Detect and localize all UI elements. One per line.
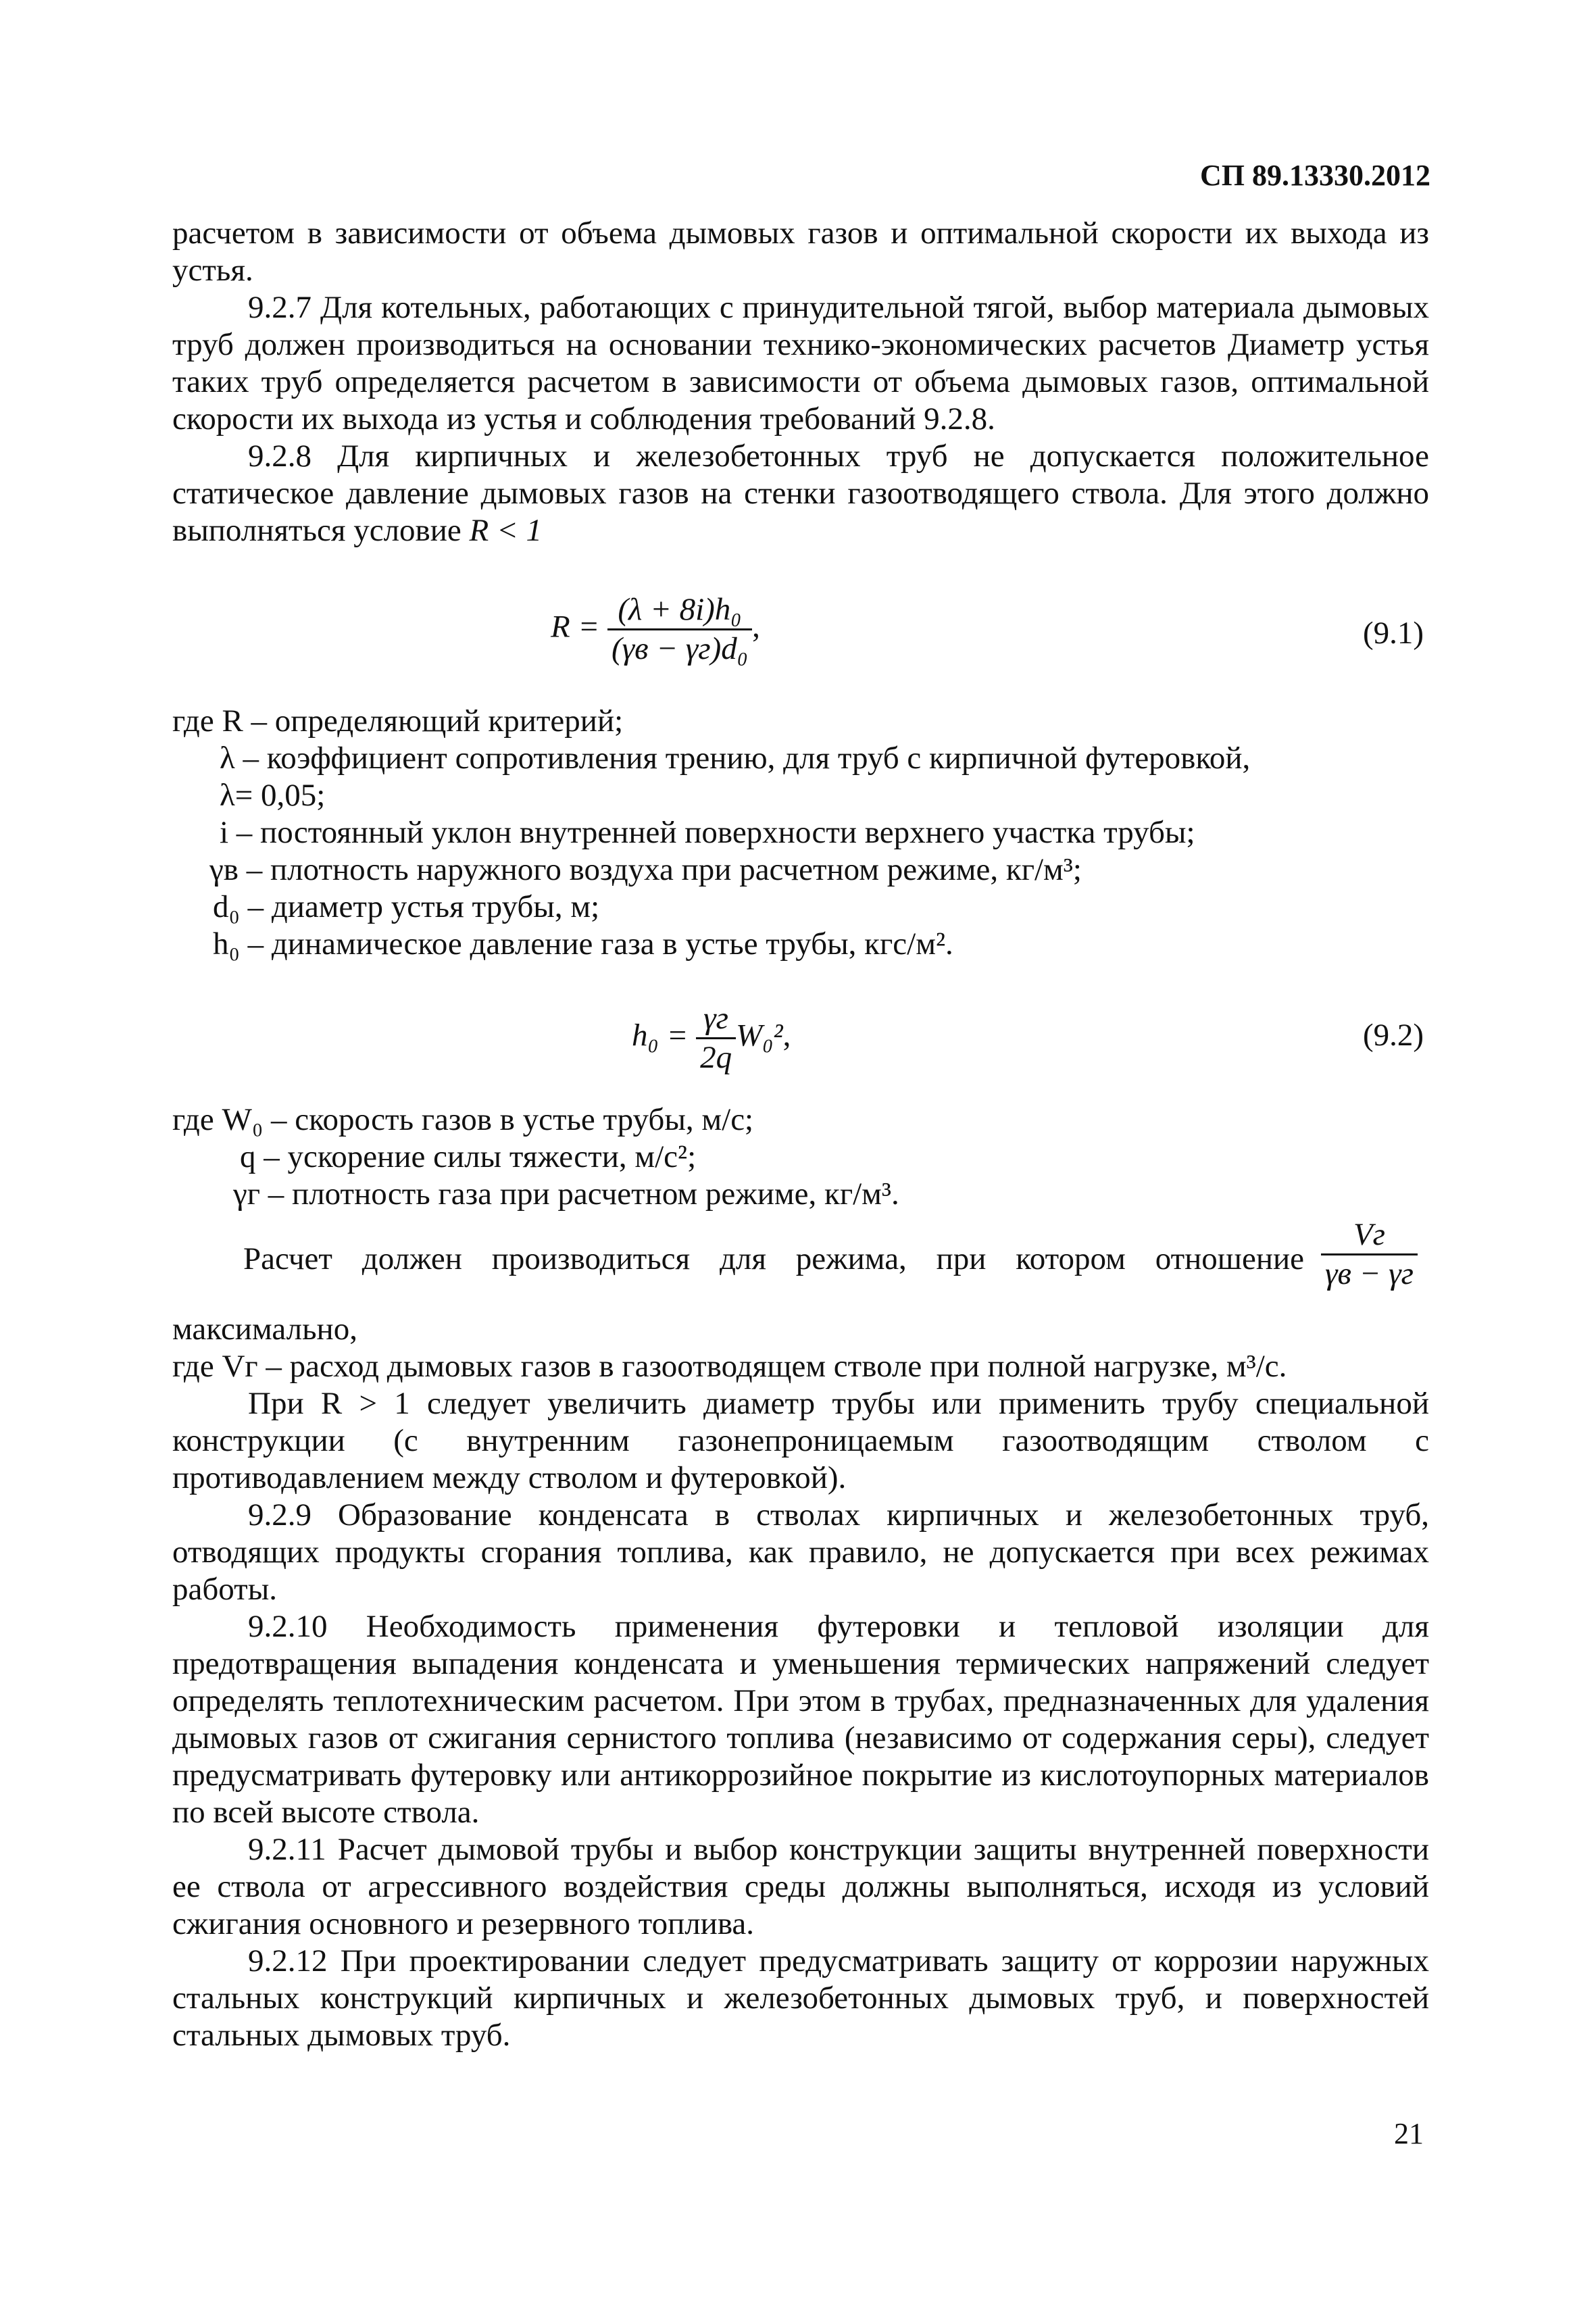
legend-item: q – ускорение силы тяжести, м/с²;	[240, 1139, 697, 1174]
document-code-header: СП 89.13330.2012	[1200, 159, 1430, 192]
formula-9-1-numerator: (λ + 8i)h₀	[618, 592, 742, 627]
legend-9-1	[172, 703, 1250, 963]
formula-9-2-lhs: h₀ =	[632, 1018, 689, 1053]
formula-9-2-tail: ,	[782, 1018, 791, 1053]
legend-item: λ – коэффициент сопротивления трению, для труб с кирпичной футеровкой,	[220, 741, 1251, 776]
legend-item: d₀ – диаметр устья трубы, м;	[213, 889, 600, 924]
ratio-numerator: Vг	[1353, 1217, 1386, 1252]
formula-9-1-lhs: R =	[551, 609, 600, 645]
ratio-denominator: γв − γг	[1321, 1253, 1418, 1293]
formula-9-1-denominator: (γв − γг)d₀	[607, 628, 752, 668]
paragraph-9-2-8	[172, 438, 1429, 549]
formula-9-2-rhs: W₀²	[736, 1018, 783, 1053]
formula-9-1	[551, 591, 760, 668]
equation-number-9-1: (9.1)	[1362, 616, 1424, 651]
paragraph-9-2-12: 9.2.12 При проектировании следует предусматривать защиту от коррозии наружных стальных конструкций кирпичных и железобетонных дымовых труб, и поверхностей стальных дымовых труб.	[172, 1943, 1429, 2053]
text-block-top	[172, 215, 1429, 549]
legend-item: где R – определяющий критерий;	[172, 703, 624, 739]
legend-item: h₀ – динамическое давление газа в устье трубы, кгс/м².	[213, 926, 953, 962]
formula-9-2-numerator: γг	[703, 1001, 728, 1036]
paragraph-r-greater-1: При R > 1 следует увеличить диаметр трубы или применить трубу специальной конструкции (с внутренним газонепроницаемым газоотводящим стволом с противодавлением между стволом и футеровкой).	[172, 1386, 1429, 1495]
formula-9-1-fraction	[607, 591, 752, 668]
ratio-fraction	[1321, 1216, 1418, 1293]
formula-9-1-tail: ,	[752, 609, 760, 645]
text-block-bottom	[172, 1311, 1429, 2054]
page-number: 21	[1394, 2117, 1424, 2150]
paragraph-9-2-9: 9.2.9 Образование конденсата в стволах кирпичных и железобетонных труб, отводящих продукты сгорания топлива, как правило, не допускается при всех режимах работы.	[172, 1497, 1429, 1607]
condition-r-less-1: R < 1	[469, 513, 542, 548]
paragraph-ratio-tail: максимально,	[172, 1312, 357, 1347]
equation-number-9-2: (9.2)	[1362, 1018, 1424, 1053]
paragraph-9-2-7: 9.2.7 Для котельных, работающих с принудительной тягой, выбор материала дымовых труб должен производиться на основании технико-экономических расчетов Диаметр устья таких труб определяется расчетом в зависимости от объема дымовых газов, оптимальной скорости их выхода из устья и соблюдения требований 9.2.8.	[172, 290, 1429, 437]
legend-item: γв – плотность наружного воздуха при расчетном режиме, кг/м³;	[209, 852, 1082, 887]
paragraph-9-2-8-text: 9.2.8 Для кирпичных и железобетонных труб не допускается положительное статическое давление дымовых газов на стенки газоотводящего ствола. Для этого должно выполняться условие	[172, 439, 1429, 548]
ratio-fraction-body	[1321, 1216, 1418, 1293]
ratio-text: Расчет должен производиться для режима, при котором отношение	[243, 1241, 1304, 1276]
formula-9-2-denominator: 2q	[696, 1037, 736, 1076]
paragraph-9-2-10: 9.2.10 Необходимость применения футеровки и тепловой изоляции для предотвращения выпадения конденсата и уменьшения термических напряжений следует определять теплотехническим расчетом. При этом в трубах, предназначенных для удаления дымовых газов от сжигания сернистого топлива (независимо от содержания серы), следует предусматривать футеровку или антикоррозийное покрытие из кислотоупорных материалов по всей высоте ствола.	[172, 1609, 1429, 1830]
legend-item: где W₀ – скорость газов в устье трубы, м/с;	[172, 1102, 754, 1137]
legend-item: i – постоянный уклон внутренней поверхности верхнего участка трубы;	[220, 815, 1195, 850]
legend-item: λ= 0,05;	[220, 778, 326, 813]
paragraph-9-2-11: 9.2.11 Расчет дымовой трубы и выбор конструкции защиты внутренней поверхности ее ствола от агрессивного воздействия среды должны выполняться, исходя из условий сжигания основного и резервного топлива.	[172, 1832, 1429, 1941]
legend-9-2	[172, 1101, 899, 1213]
formula-9-2	[632, 1000, 791, 1076]
paragraph-intro: расчетом в зависимости от объема дымовых газов и оптимальной скорости их выхода из устья.	[172, 216, 1429, 288]
formula-9-2-fraction	[696, 1000, 736, 1076]
paragraph-vg: где Vг – расход дымовых газов в газоотводящем стволе при полной нагрузке, м³/с.	[172, 1349, 1287, 1384]
ratio-sentence	[243, 1241, 1304, 1278]
legend-item: γг – плотность газа при расчетном режиме, кг/м³.	[233, 1176, 899, 1212]
